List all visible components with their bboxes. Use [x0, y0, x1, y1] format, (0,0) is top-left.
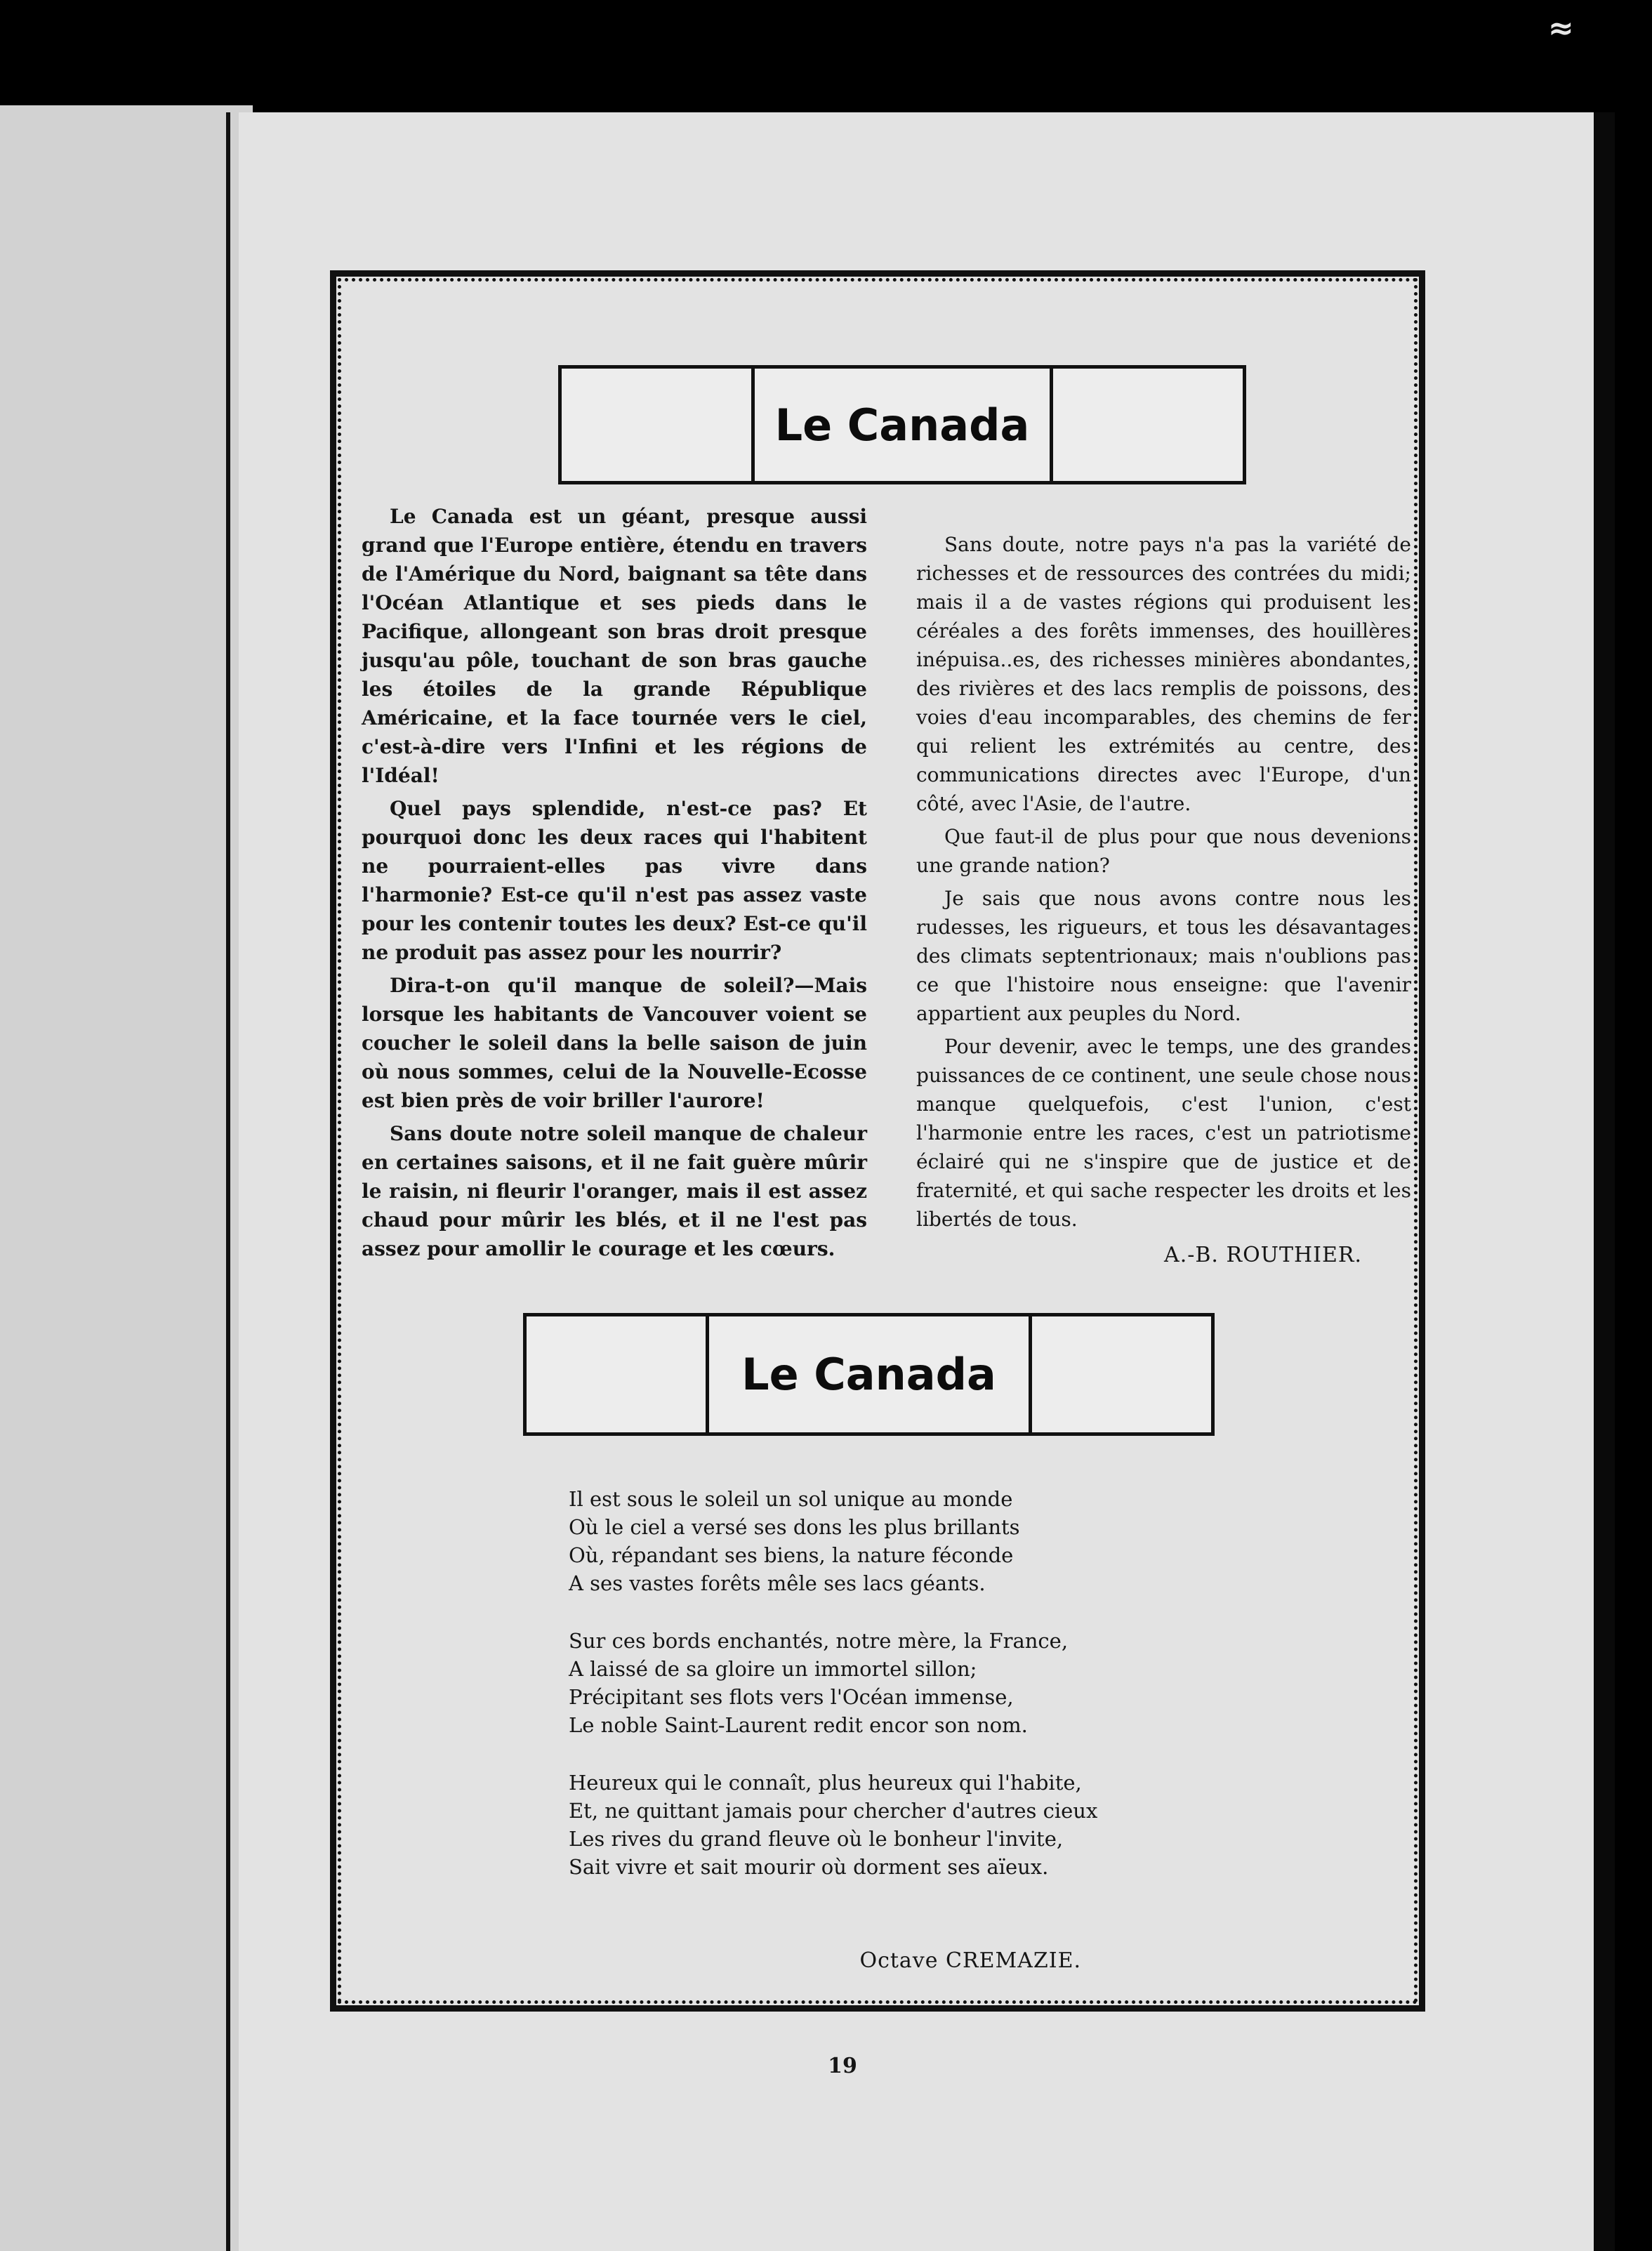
poem-line: Le noble Saint-Laurent redit encor son nom.: [569, 1713, 1028, 1737]
poem-title: Le Canada: [706, 1316, 1032, 1432]
poem-line: Où, répandant ses biens, la nature féconde: [569, 1543, 1014, 1567]
right-page-edge: [1594, 112, 1615, 2251]
page-number: 19: [828, 2054, 857, 2078]
article-title-box: [558, 365, 1246, 484]
corner-mark: ≈: [1548, 11, 1570, 46]
article-paragraph: Sans doute, notre pays n'a pas la variété de richesses et de ressources des contrées du midi; mais il a de vastes régions qui produisent les céréales a des forêts immenses, des houillères inépuisa..es, des richesses minières abondantes, des rivières et des lacs remplis de poissons, des voies d'eau incomparables, des chemins de fer qui relient les extrémités au centre, des communications directes avec l'Europe, d'un côté, avec l'Asie, de l'autre.: [916, 533, 1411, 815]
poem-line: A laissé de sa gloire un immortel sillon;: [569, 1657, 977, 1681]
poem-stanza: [569, 1769, 1144, 1881]
article-paragraph: Le Canada est un géant, presque aussi grand que l'Europe entière, étendu en travers de l'Amérique du Nord, baignant sa tête dans l'Océan Atlantique et ses pieds dans le Pacifique, allongeant son bras droit presque jusqu'au pôle, touchant de son bras gauche les étoiles de la grande République Américaine, et la face tournée vers le ciel, c'est-à-dire vers l'Infini et les régions de l'Idéal!: [362, 505, 867, 787]
poem-line: Sur ces bords enchantés, notre mère, la France,: [569, 1629, 1069, 1653]
poem-line: A ses vastes forêts mêle ses lacs géants.: [569, 1571, 986, 1595]
poem-line: Où le ciel a versé ses dons les plus brillants: [569, 1515, 1020, 1539]
title-box-left-panel: [527, 1316, 706, 1432]
article-title: Le Canada: [751, 369, 1053, 481]
article-paragraph: Quel pays splendide, n'est-ce pas? Et pourquoi donc les deux races qui l'habitent ne pourraient-elles pas vivre dans l'harmonie? Est-ce qu'il n'est pas assez vaste pour les contenir toutes les deux? Est-ce qu'il ne produit pas assez pour les nourrir?: [362, 797, 867, 964]
poem-line: Il est sous le soleil un sol unique au monde: [569, 1487, 1013, 1511]
book-spine: [226, 112, 230, 2251]
poem-line: Sait vivre et sait mourir où dorment ses aïeux.: [569, 1855, 1049, 1879]
poem-line: Et, ne quittant jamais pour chercher d'autres cieux: [569, 1799, 1098, 1823]
poem-body: [569, 1485, 1144, 1910]
article-right-column: [916, 530, 1411, 1238]
poem-stanza: [569, 1627, 1144, 1739]
poem-line: Précipitant ses flots vers l'Océan immense,: [569, 1685, 1014, 1709]
title-box-left-panel: [562, 369, 751, 481]
article-signature: A.-B. ROUTHIER.: [1164, 1243, 1362, 1267]
poem-line: Les rives du grand fleuve où le bonheur l'invite,: [569, 1827, 1064, 1851]
poem-stanza: [569, 1485, 1144, 1597]
article-left-column: [362, 502, 867, 1267]
left-page-edge: [0, 105, 253, 2251]
title-box-right-panel: [1032, 1316, 1211, 1432]
article-paragraph: Dira-t-on qu'il manque de soleil?—Mais lorsque les habitants de Vancouver voient se coucher le soleil dans la belle saison de juin où nous sommes, celui de la Nouvelle-Ecosse est bien près de voir briller l'aurore!: [362, 974, 867, 1112]
article-paragraph: Pour devenir, avec le temps, une des grandes puissances de ce continent, une seule chose nous manque quelquefois, c'est l'union, c'est l'harmonie entre les races, c'est un patriotisme éclairé qui ne s'inspire que de justice et de fraternité, et qui sache respecter les droits et les libertés de tous.: [916, 1035, 1411, 1231]
article-paragraph: Sans doute notre soleil manque de chaleur en certaines saisons, et il ne fait guère mûrir le raisin, ni fleurir l'oranger, mais il est assez chaud pour mûrir les blés, et il ne l'est pas assez pour amollir le courage et les cœurs.: [362, 1122, 867, 1260]
poem-signature: Octave CREMAZIE.: [859, 1948, 1081, 1973]
poem-title-box: [523, 1313, 1215, 1436]
poem-line: Heureux qui le connaît, plus heureux qui l'habite,: [569, 1771, 1082, 1795]
title-box-right-panel: [1053, 369, 1243, 481]
article-paragraph: Je sais que nous avons contre nous les rudesses, les rigueurs, et tous les désavantages des climats septentrionaux; mais n'oublions pas ce que l'histoire nous enseigne: que l'avenir appartient aux peuples du Nord.: [916, 887, 1411, 1025]
article-paragraph: Que faut-il de plus pour que nous devenions une grande nation?: [916, 825, 1411, 877]
